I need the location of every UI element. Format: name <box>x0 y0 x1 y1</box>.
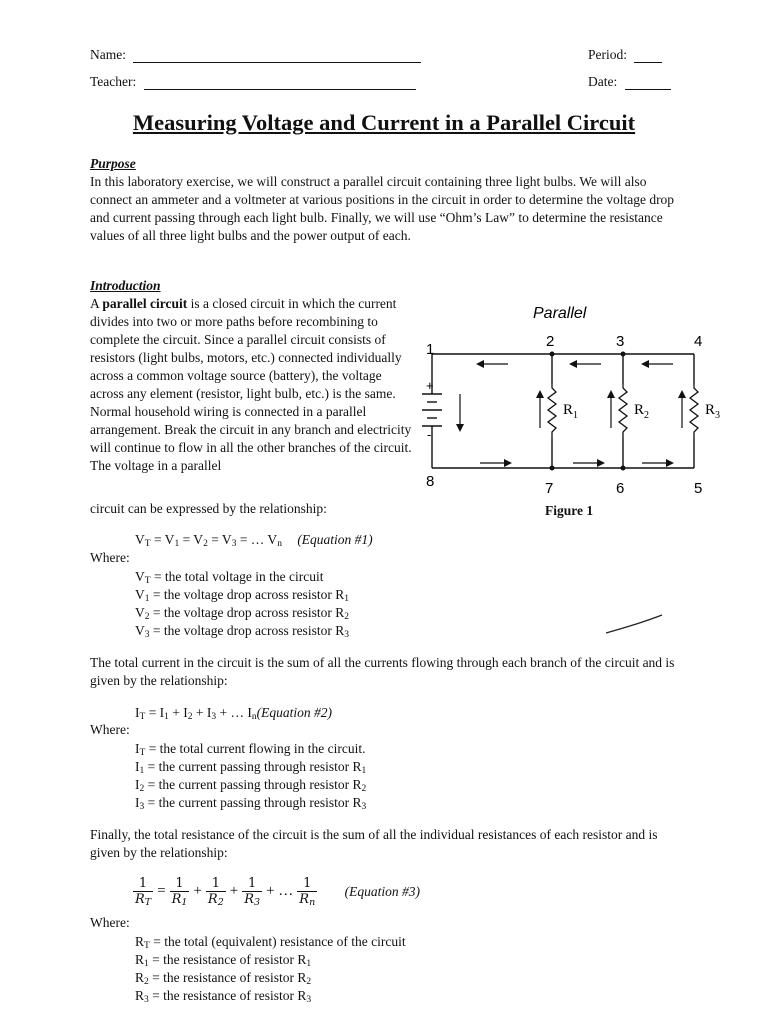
introduction-heading: Introduction <box>90 278 161 293</box>
equation-1-defs <box>135 568 349 640</box>
date-field[interactable] <box>588 74 671 90</box>
name-field[interactable] <box>90 47 421 63</box>
equation-3-where: Where: <box>90 915 130 930</box>
introduction-text <box>90 295 412 475</box>
period-label: Period: <box>588 47 627 62</box>
battery-arrow-icon <box>456 394 464 432</box>
node-2: 2 <box>546 333 555 350</box>
def-r1: $R_1$ = the resistance of resistor $R_1$ <box>135 952 312 969</box>
equation-2-label: (Equation #2) <box>256 705 332 720</box>
node-4: 4 <box>694 333 703 350</box>
equation-2: $I_T = I_1 + I_2 + I_3$ + … $I_n(Equation$ #2) <box>135 705 332 722</box>
node-1: 1 <box>426 341 435 358</box>
teacher-field[interactable] <box>90 74 416 90</box>
equation-2-where: Where: <box>90 722 130 737</box>
intro-term: parallel circuit <box>102 296 188 311</box>
top-wire-arrow-icons <box>476 360 673 368</box>
bottom-wire-arrow-icons <box>480 459 674 467</box>
def-v1: $V_1$ = the voltage drop across resistor $R_1$ <box>135 587 349 604</box>
battery-icon <box>422 394 442 426</box>
pen-mark <box>604 612 666 636</box>
name-line[interactable] <box>133 50 421 63</box>
equation-1-label: (Equation #1) <box>297 532 373 547</box>
resistance-paragraph: Finally, the total resistance of the circuit is the sum of all the individual resistances of each resistor and is given by the relationship: <box>90 827 658 860</box>
equation-3-label: (Equation #3) <box>344 883 420 899</box>
branch-arrow-icons <box>536 390 686 428</box>
node-7: 7 <box>545 480 554 496</box>
current-paragraph: The total current in the circuit is the sum of all the currents flowing through each branch of the circuit and is given by the relationship: <box>90 655 675 688</box>
junction-dots <box>550 352 626 471</box>
intro-body: is a closed circuit in which the current divides into two or more paths before recombining to complete the circuit. Since a parallel circuit consists of resistors (light bulbs, motors, etc.) connected individually across a common voltage source (battery), the voltage across any element (resistor, light bulb, etc.) is the same. Normal household wiring is connected in a parallel arrangement. Break the circuit in any branch and electricity will continue to flow in all the other branches of the circuit. The voltage in a parallel <box>90 296 412 473</box>
equation-3-defs <box>135 933 406 1005</box>
node-6: 6 <box>616 480 625 496</box>
date-label: Date: <box>588 74 618 89</box>
def-r3: $R_3$ = the resistance of resistor $R_3$ <box>135 988 312 1005</box>
resistor-label-r3: $R_3$ <box>705 402 721 421</box>
teacher-line[interactable] <box>144 77 416 90</box>
period-line[interactable] <box>634 50 662 63</box>
resistor-label-r1: $R_1$ <box>563 402 579 421</box>
teacher-label: Teacher: <box>90 74 137 89</box>
def-i3: $I_3$ = the current passing through resistor $R_3$ <box>135 795 367 812</box>
battery-plus: + <box>426 378 434 393</box>
intro-lead: A <box>90 296 103 311</box>
purpose-text: In this laboratory exercise, we will construct a parallel circuit containing three light bulbs. We will also connect an ammeter and a voltmeter at various positions in the circuit in order to determine the voltage drop and current passing through each light bulb. Finally, we will use “Ohm’s Law” to determine the resistance values of all three light bulbs and the power output of each. <box>90 174 675 243</box>
period-field[interactable] <box>588 47 662 63</box>
def-i2: $I_2$ = the current passing through resistor $R_2$ <box>135 777 367 794</box>
def-i1: $I_1$ = the current passing through resistor $R_1$ <box>135 759 367 776</box>
intro-continuation: circuit can be expressed by the relationship: <box>90 501 327 516</box>
battery-minus: - <box>427 427 432 442</box>
page-title: Measuring Voltage and Current in a Parallel Circuit <box>132 110 636 135</box>
node-8: 8 <box>426 473 435 490</box>
parallel-circuit-figure <box>418 296 738 496</box>
name-label: Name: <box>90 47 126 62</box>
def-v3: $V_3$ = the voltage drop across resistor $R_3$ <box>135 623 349 640</box>
date-line[interactable] <box>625 77 671 90</box>
def-v2: $V_2$ = the voltage drop across resistor $R_2$ <box>135 605 349 622</box>
figure-caption: Figure 1 <box>545 503 594 518</box>
def-it: $I_T$ = the total current flowing in the circuit. <box>135 741 366 758</box>
def-vt: $V_T$ = the total voltage in the circuit <box>135 569 324 586</box>
def-r2: $R_2$ = the resistance of resistor $R_2$ <box>135 970 312 987</box>
equation-1: $V_T = V_1 = V_2 = V_3$ = … $V_n$ (Equation #1) <box>135 532 373 549</box>
equation-2-defs <box>135 740 366 812</box>
node-5: 5 <box>694 480 703 496</box>
equation-1-where: Where: <box>90 550 130 565</box>
figure-title: Parallel <box>533 305 587 322</box>
equation-3: $\frac{1}{R_T}$ = $\frac{1}{R_1}$ + $\frac{1}{R_2}$ + $\frac{1}{R_3}$ + … $\frac{1}{R_n}$ (Equation #3) <box>135 876 420 908</box>
purpose-heading: Purpose <box>90 156 136 171</box>
resistor-label-r2: $R_2$ <box>634 402 650 421</box>
node-3: 3 <box>616 333 625 350</box>
def-rt: $R_T$ = the total (equivalent) resistance of the circuit <box>135 934 406 951</box>
